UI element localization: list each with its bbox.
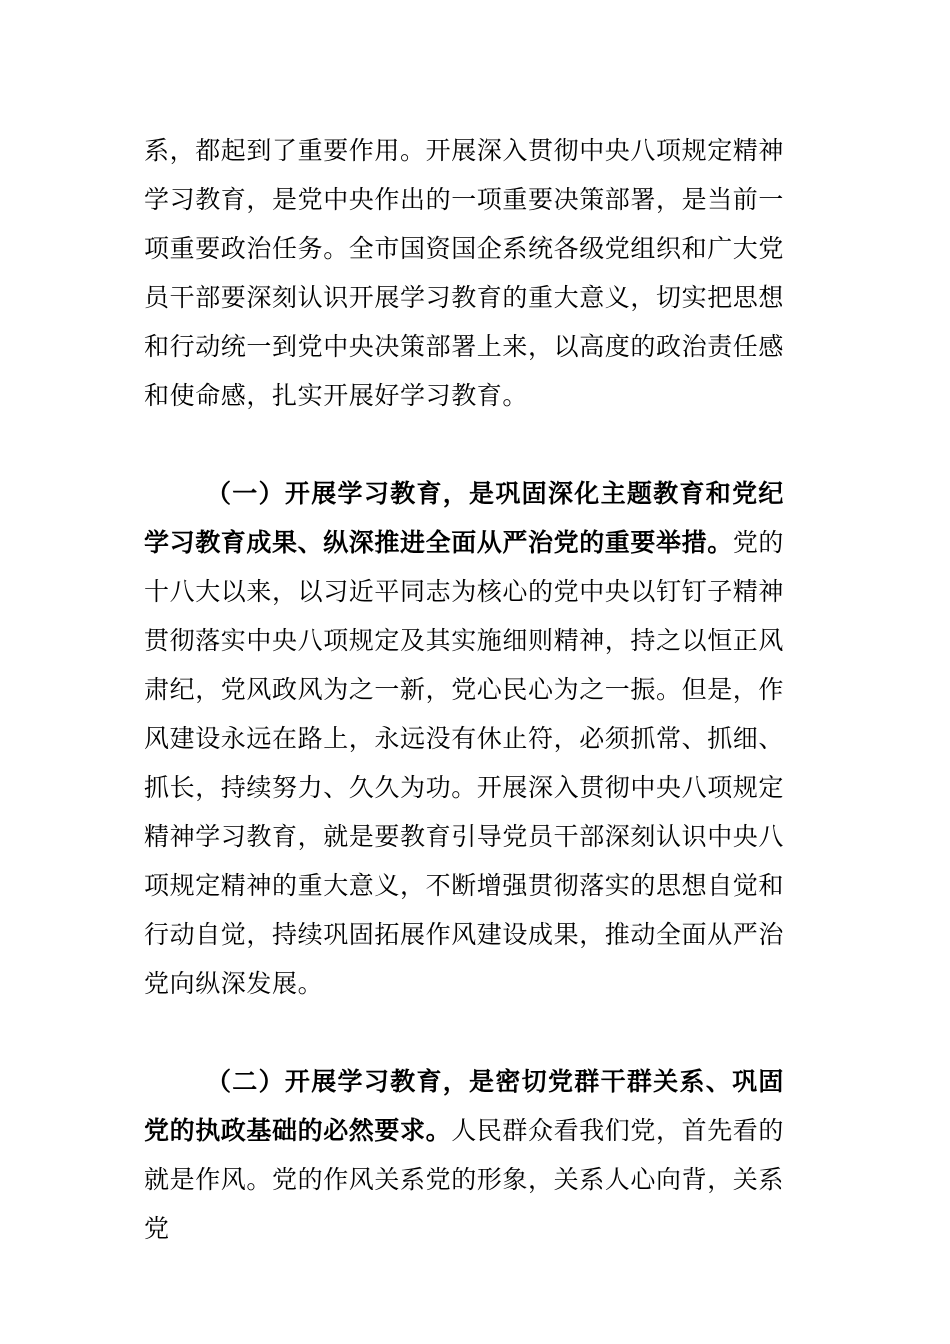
paragraph-section-1 bbox=[144, 469, 784, 1008]
paragraph-section-2 bbox=[144, 1057, 784, 1253]
paragraph-continuation bbox=[144, 126, 784, 420]
paragraph-gap bbox=[144, 420, 784, 469]
paragraph-text: 系，都起到了重要作用。开展深入贯彻中央八项规定精神学习教育，是党中央作出的一项重要决策部署，是当前一项重要政治任务。全市国资国企系统各级党组织和广大党员干部要深刻认识开展学习教育的重大意义，切实把思想和行动统一到党中央决策部署上来，以高度的政治责任感和使命感，扎实开展好学习教育。 bbox=[144, 136, 785, 410]
section-2-heading: （二）开展学习教育，是密切党群干群关系、巩固党的执政基础的必然要求。 bbox=[144, 1067, 784, 1145]
section-1-text: 党的十八大以来，以习近平同志为核心的党中央以钉钉子精神贯彻落实中央八项规定及其实施细则精神，持之以恒正风肃纪，党风政风为之一新，党心民心为之一振。但是，作风建设永远在路上，永远没有休止符，必须抓常、抓细、抓长，持续努力、久久为功。开展深入贯彻中央八项规定精神学习教育，就是要教育引导党员干部深刻认识中央八项规定精神的重大意义，不断增强贯彻落实的思想自觉和行动自觉，持续巩固拓展作风建设成果，推动全面从严治党向纵深发展。 bbox=[144, 528, 785, 998]
section-2-text: 人民群众看我们党，首先看的就是作风。党的作风关系党的形象，关系人心向背，关系党 bbox=[144, 1116, 785, 1243]
paragraph-gap bbox=[144, 1008, 784, 1057]
section-1-heading: （一）开展学习教育，是巩固深化主题教育和党纪学习教育成果、纵深推进全面从严治党的重要举措。 bbox=[144, 479, 784, 557]
document-body bbox=[144, 126, 784, 1253]
